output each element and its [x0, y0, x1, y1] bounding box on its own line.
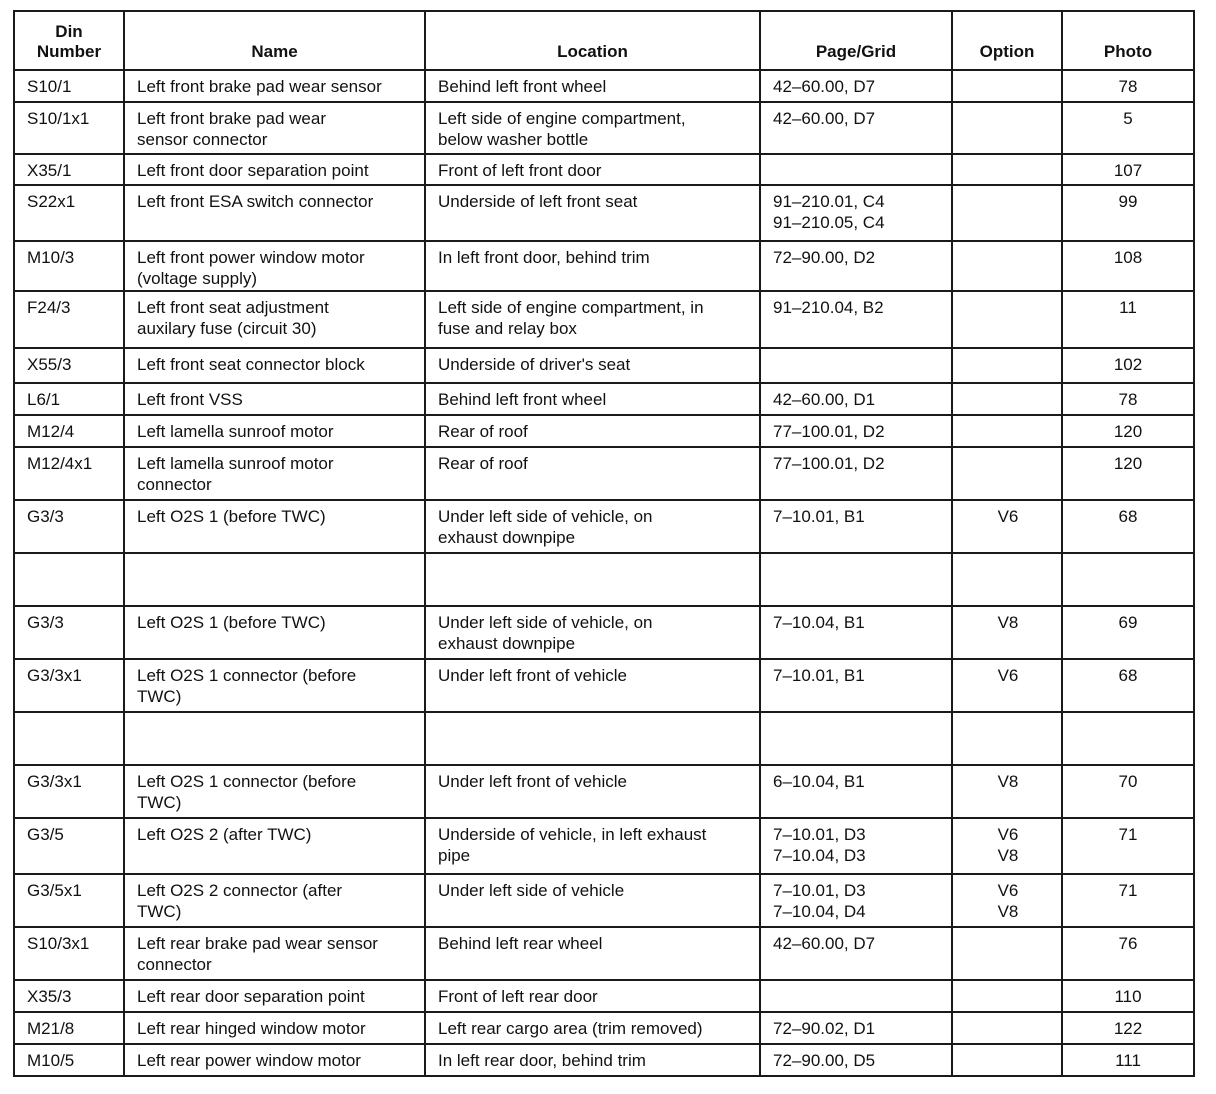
- photo-cell: 69: [1062, 606, 1194, 659]
- location-line: pipe: [438, 846, 471, 865]
- header-photo: Photo: [1062, 11, 1194, 70]
- name-cell: [124, 241, 425, 291]
- photo-cell: 70: [1062, 765, 1194, 818]
- name-line: TWC): [137, 793, 182, 812]
- page-grid-line: 77–100.01, D2: [773, 454, 885, 473]
- photo-cell: 71: [1062, 818, 1194, 874]
- option-line: V8: [997, 772, 1019, 791]
- name-cell: [124, 712, 425, 765]
- photo-cell: 78: [1062, 383, 1194, 415]
- table-row-blank: [14, 712, 1194, 765]
- location-cell: [425, 241, 760, 291]
- photo-cell: [1062, 553, 1194, 606]
- page-grid-line: 7–10.04, B1: [773, 613, 865, 632]
- location-cell: [425, 980, 760, 1012]
- name-cell: [124, 606, 425, 659]
- page-grid-cell: [760, 291, 952, 348]
- table-row: [14, 415, 1194, 447]
- din-number-cell: S10/1x1: [14, 102, 124, 154]
- option-cell: [952, 1044, 1062, 1076]
- table-row: [14, 70, 1194, 102]
- option-cell: [952, 291, 1062, 348]
- name-cell: [124, 1044, 425, 1076]
- page-grid-cell: [760, 659, 952, 712]
- page-grid-cell: [760, 553, 952, 606]
- name-line: Left O2S 2 connector (after: [137, 881, 343, 900]
- table-row: [14, 1012, 1194, 1044]
- location-line: exhaust downpipe: [438, 634, 576, 653]
- location-line: Underside of driver's seat: [438, 355, 631, 374]
- din-number-cell: M10/3: [14, 241, 124, 291]
- page-grid-cell: [760, 765, 952, 818]
- location-cell: [425, 1044, 760, 1076]
- location-cell: [425, 553, 760, 606]
- photo-cell: 68: [1062, 500, 1194, 553]
- location-line: In left front door, behind trim: [438, 248, 650, 267]
- name-line: connector: [137, 475, 212, 494]
- option-cell: [952, 102, 1062, 154]
- name-line: auxilary fuse (circuit 30): [137, 319, 317, 338]
- table-row: [14, 500, 1194, 553]
- page-grid-line: 42–60.00, D7: [773, 109, 876, 128]
- location-line: Rear of roof: [438, 422, 528, 441]
- name-line: Left O2S 1 connector (before: [137, 666, 357, 685]
- page-grid-line: 91–210.01, C4: [773, 192, 885, 211]
- page-grid-line: 42–60.00, D1: [773, 390, 876, 409]
- table-row: [14, 606, 1194, 659]
- name-line: Left front power window motor: [137, 248, 365, 267]
- page-grid-cell: [760, 415, 952, 447]
- location-cell: [425, 659, 760, 712]
- table-body: [14, 70, 1194, 1076]
- page-grid-cell: [760, 70, 952, 102]
- location-line: Front of left rear door: [438, 987, 598, 1006]
- page-grid-cell: [760, 927, 952, 980]
- location-cell: [425, 154, 760, 185]
- din-number-cell: M10/5: [14, 1044, 124, 1076]
- din-number-cell: S10/1: [14, 70, 124, 102]
- photo-cell: 99: [1062, 185, 1194, 241]
- location-cell: [425, 185, 760, 241]
- option-cell: [952, 241, 1062, 291]
- name-line: Left front door separation point: [137, 161, 369, 180]
- name-line: Left O2S 1 (before TWC): [137, 613, 326, 632]
- din-number-cell: G3/3x1: [14, 659, 124, 712]
- header-page-grid: Page/Grid: [760, 11, 952, 70]
- page-grid-cell: [760, 102, 952, 154]
- location-line: Front of left front door: [438, 161, 602, 180]
- din-number-cell: G3/5x1: [14, 874, 124, 927]
- option-cell: [952, 415, 1062, 447]
- name-line: Left O2S 1 (before TWC): [137, 507, 326, 526]
- location-line: Under left side of vehicle, on: [438, 613, 653, 632]
- option-cell: [952, 70, 1062, 102]
- location-cell: [425, 383, 760, 415]
- din-number-cell: M21/8: [14, 1012, 124, 1044]
- option-cell: [952, 927, 1062, 980]
- component-location-table: [13, 10, 1195, 1077]
- location-cell: [425, 70, 760, 102]
- name-line: Left rear brake pad wear sensor: [137, 934, 378, 953]
- photo-cell: 120: [1062, 415, 1194, 447]
- page-grid-line: 42–60.00, D7: [773, 934, 876, 953]
- photo-cell: 108: [1062, 241, 1194, 291]
- location-line: Under left side of vehicle: [438, 881, 625, 900]
- option-cell: [952, 874, 1062, 927]
- page-grid-line: 7–10.01, B1: [773, 666, 865, 685]
- page-grid-line: 72–90.00, D5: [773, 1051, 876, 1070]
- page-grid-cell: [760, 383, 952, 415]
- page-grid-line: 72–90.02, D1: [773, 1019, 876, 1038]
- name-cell: [124, 291, 425, 348]
- page-grid-cell: [760, 1012, 952, 1044]
- location-line: Under left side of vehicle, on: [438, 507, 653, 526]
- name-cell: [124, 185, 425, 241]
- name-line: Left front VSS: [137, 390, 243, 409]
- location-cell: [425, 818, 760, 874]
- photo-cell: 111: [1062, 1044, 1194, 1076]
- location-cell: [425, 1012, 760, 1044]
- name-line: TWC): [137, 902, 182, 921]
- location-cell: [425, 291, 760, 348]
- photo-cell: [1062, 712, 1194, 765]
- name-line: Left lamella sunroof motor: [137, 454, 334, 473]
- location-cell: [425, 712, 760, 765]
- din-number-cell: F24/3: [14, 291, 124, 348]
- name-cell: [124, 765, 425, 818]
- page-grid-cell: [760, 818, 952, 874]
- din-number-cell: M12/4x1: [14, 447, 124, 500]
- location-line: exhaust downpipe: [438, 528, 576, 547]
- table-row: [14, 154, 1194, 185]
- photo-cell: 122: [1062, 1012, 1194, 1044]
- din-number-cell: G3/3x1: [14, 765, 124, 818]
- name-line: Left rear power window motor: [137, 1051, 361, 1070]
- name-cell: [124, 447, 425, 500]
- page-grid-line: 72–90.00, D2: [773, 248, 876, 267]
- table-row: [14, 447, 1194, 500]
- page-grid-line: 91–210.04, B2: [773, 298, 884, 317]
- name-cell: [124, 874, 425, 927]
- page-grid-cell: [760, 874, 952, 927]
- header-location: Location: [425, 11, 760, 70]
- page-grid-line: 7–10.04, D3: [773, 846, 866, 865]
- page-grid-cell: [760, 980, 952, 1012]
- table-row-blank: [14, 553, 1194, 606]
- page-grid-line: 42–60.00, D7: [773, 77, 876, 96]
- page-grid-cell: [760, 241, 952, 291]
- photo-cell: 11: [1062, 291, 1194, 348]
- name-cell: [124, 553, 425, 606]
- din-number-cell: [14, 553, 124, 606]
- name-line: connector: [137, 955, 212, 974]
- location-line: Left side of engine compartment,: [438, 109, 686, 128]
- option-cell: [952, 500, 1062, 553]
- name-line: Left O2S 2 (after TWC): [137, 825, 312, 844]
- photo-cell: 110: [1062, 980, 1194, 1012]
- table-row: [14, 291, 1194, 348]
- table-row: [14, 818, 1194, 874]
- page-grid-cell: [760, 447, 952, 500]
- option-cell: [952, 185, 1062, 241]
- din-number-cell: X35/1: [14, 154, 124, 185]
- name-cell: [124, 348, 425, 383]
- photo-cell: 102: [1062, 348, 1194, 383]
- location-line: Behind left front wheel: [438, 390, 607, 409]
- location-line: Left side of engine compartment, in: [438, 298, 704, 317]
- location-line: Left rear cargo area (trim removed): [438, 1019, 703, 1038]
- name-line: Left front ESA switch connector: [137, 192, 374, 211]
- option-cell: [952, 553, 1062, 606]
- option-cell: [952, 659, 1062, 712]
- option-line: V8: [997, 613, 1019, 632]
- option-line: V6: [997, 881, 1019, 900]
- option-cell: [952, 980, 1062, 1012]
- header-din-line2: Number: [36, 42, 102, 61]
- table-row: [14, 185, 1194, 241]
- location-line: Under left front of vehicle: [438, 772, 627, 791]
- din-number-cell: S10/3x1: [14, 927, 124, 980]
- din-number-cell: [14, 712, 124, 765]
- page-grid-line: 7–10.04, D4: [773, 902, 866, 921]
- name-line: Left lamella sunroof motor: [137, 422, 334, 441]
- din-number-cell: G3/3: [14, 606, 124, 659]
- option-line: V6: [997, 666, 1019, 685]
- table-row: [14, 348, 1194, 383]
- page-grid-cell: [760, 154, 952, 185]
- name-line: Left front brake pad wear sensor: [137, 77, 382, 96]
- photo-cell: 71: [1062, 874, 1194, 927]
- location-cell: [425, 874, 760, 927]
- option-cell: [952, 712, 1062, 765]
- name-cell: [124, 383, 425, 415]
- header-name: Name: [124, 11, 425, 70]
- din-number-cell: G3/3: [14, 500, 124, 553]
- location-cell: [425, 102, 760, 154]
- location-cell: [425, 348, 760, 383]
- name-line: Left front seat adjustment: [137, 298, 329, 317]
- din-number-cell: G3/5: [14, 818, 124, 874]
- location-line: Behind left front wheel: [438, 77, 607, 96]
- name-cell: [124, 659, 425, 712]
- table-row: [14, 874, 1194, 927]
- table-row: [14, 927, 1194, 980]
- location-line: fuse and relay box: [438, 319, 577, 338]
- page-grid-cell: [760, 348, 952, 383]
- page-grid-line: 7–10.01, D3: [773, 881, 866, 900]
- photo-cell: 78: [1062, 70, 1194, 102]
- option-cell: [952, 1012, 1062, 1044]
- photo-cell: 68: [1062, 659, 1194, 712]
- table-row: [14, 102, 1194, 154]
- page-grid-cell: [760, 1044, 952, 1076]
- page-grid-cell: [760, 185, 952, 241]
- din-number-cell: X55/3: [14, 348, 124, 383]
- name-line: (voltage supply): [137, 269, 258, 288]
- name-line: TWC): [137, 687, 182, 706]
- location-line: Rear of roof: [438, 454, 528, 473]
- location-cell: [425, 606, 760, 659]
- page-grid-line: 7–10.01, B1: [773, 507, 865, 526]
- option-cell: [952, 606, 1062, 659]
- name-line: Left rear hinged window motor: [137, 1019, 366, 1038]
- name-cell: [124, 1012, 425, 1044]
- location-cell: [425, 765, 760, 818]
- page-grid-line: 77–100.01, D2: [773, 422, 885, 441]
- header-din-line1: Din: [55, 22, 83, 41]
- name-line: Left O2S 1 connector (before: [137, 772, 357, 791]
- page-grid-cell: [760, 500, 952, 553]
- page-grid-cell: [760, 606, 952, 659]
- option-line: V6: [997, 825, 1019, 844]
- din-number-cell: S22x1: [14, 185, 124, 241]
- name-cell: [124, 980, 425, 1012]
- photo-cell: 107: [1062, 154, 1194, 185]
- location-cell: [425, 500, 760, 553]
- table-row: [14, 765, 1194, 818]
- name-line: Left rear door separation point: [137, 987, 365, 1006]
- page-grid-line: 7–10.01, D3: [773, 825, 866, 844]
- page-grid-line: 91–210.05, C4: [773, 213, 885, 232]
- location-line: below washer bottle: [438, 130, 589, 149]
- name-cell: [124, 70, 425, 102]
- header-din-number: [14, 11, 124, 70]
- location-line: Underside of left front seat: [438, 192, 638, 211]
- location-line: In left rear door, behind trim: [438, 1051, 646, 1070]
- option-line: V6: [997, 507, 1019, 526]
- table-row: [14, 659, 1194, 712]
- table-row: [14, 1044, 1194, 1076]
- option-cell: [952, 765, 1062, 818]
- option-cell: [952, 818, 1062, 874]
- name-cell: [124, 415, 425, 447]
- location-line: Underside of vehicle, in left exhaust: [438, 825, 707, 844]
- photo-cell: 76: [1062, 927, 1194, 980]
- name-line: sensor connector: [137, 130, 268, 149]
- name-cell: [124, 927, 425, 980]
- table-row: [14, 241, 1194, 291]
- name-cell: [124, 500, 425, 553]
- option-line: V8: [997, 846, 1019, 865]
- location-cell: [425, 415, 760, 447]
- option-cell: [952, 348, 1062, 383]
- option-line: V8: [997, 902, 1019, 921]
- location-line: Behind left rear wheel: [438, 934, 603, 953]
- option-cell: [952, 383, 1062, 415]
- name-cell: [124, 154, 425, 185]
- option-cell: [952, 447, 1062, 500]
- photo-cell: 5: [1062, 102, 1194, 154]
- page-grid-cell: [760, 712, 952, 765]
- table-row: [14, 980, 1194, 1012]
- name-line: Left front brake pad wear: [137, 109, 327, 128]
- option-cell: [952, 154, 1062, 185]
- page-grid-line: 6–10.04, B1: [773, 772, 865, 791]
- din-number-cell: L6/1: [14, 383, 124, 415]
- header-option: Option: [952, 11, 1062, 70]
- photo-cell: 120: [1062, 447, 1194, 500]
- name-line: Left front seat connector block: [137, 355, 365, 374]
- name-cell: [124, 102, 425, 154]
- name-cell: [124, 818, 425, 874]
- table-row: [14, 383, 1194, 415]
- location-cell: [425, 447, 760, 500]
- din-number-cell: X35/3: [14, 980, 124, 1012]
- header-row: [14, 11, 1194, 70]
- din-number-cell: M12/4: [14, 415, 124, 447]
- location-line: Under left front of vehicle: [438, 666, 627, 685]
- location-cell: [425, 927, 760, 980]
